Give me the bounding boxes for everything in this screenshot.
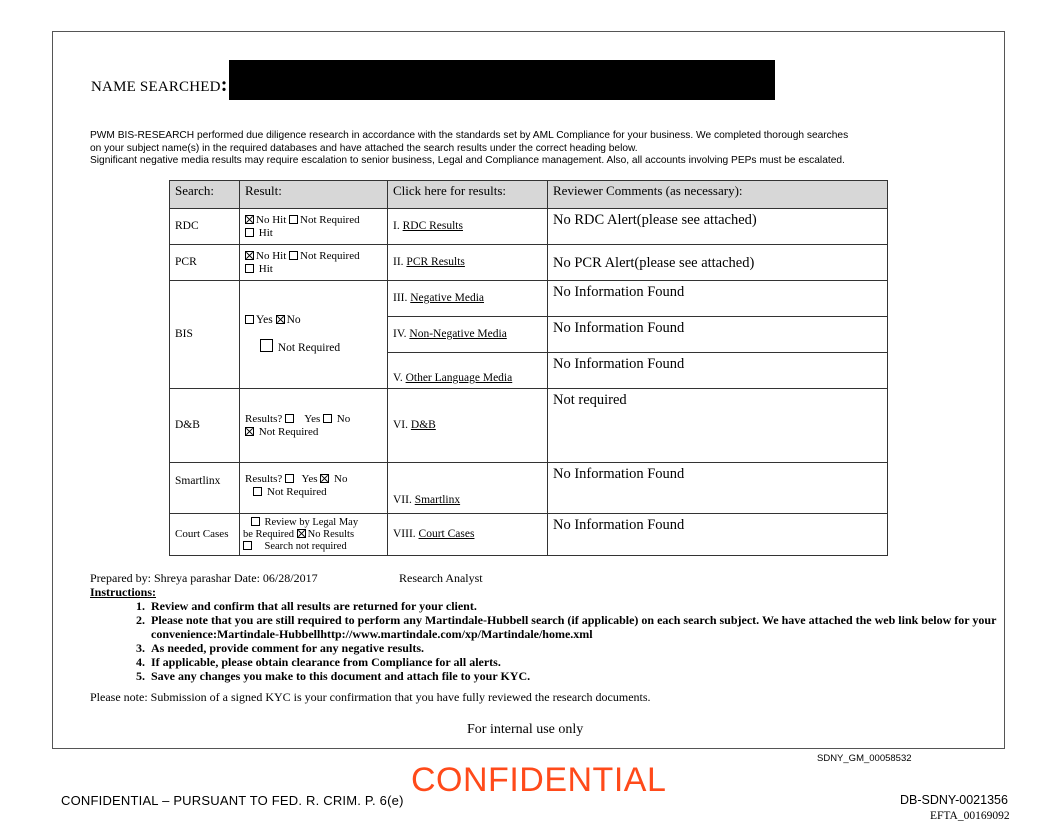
prepared-by: Prepared by: Shreya parashar Date: 06/28/2017 <box>90 571 318 585</box>
checkbox-not-required-checked[interactable] <box>245 427 254 436</box>
link-rdc-results[interactable]: RDC Results <box>402 220 463 232</box>
link-db[interactable]: D&B <box>410 419 436 431</box>
checkbox-hit[interactable] <box>245 228 254 237</box>
comment-non-negative-media: No Information Found <box>548 317 888 353</box>
checkbox-not-required[interactable] <box>289 251 298 260</box>
search-results-table <box>169 180 888 556</box>
header-result: Result: <box>240 181 388 209</box>
comment-smartlinx: No Information Found <box>548 463 888 514</box>
instructions-list <box>118 599 1018 683</box>
result-court-cases: Review by Legal May be Required No Results Search not required <box>240 514 388 556</box>
link-non-negative-media[interactable]: Non-Negative Media <box>409 328 507 340</box>
comment-other-language-media: No Information Found <box>548 353 888 389</box>
instructions-title: Instructions: <box>90 585 157 599</box>
checkbox-no-checked[interactable] <box>320 474 329 483</box>
list-item: 4. If applicable, please obtain clearance from Compliance for all alerts. <box>148 655 1018 669</box>
comment-rdc: No RDC Alert(please see attached) <box>548 209 888 245</box>
redaction-box <box>229 60 775 100</box>
checkbox-no-results-checked[interactable] <box>297 529 306 538</box>
link-court-cases[interactable]: Court Cases <box>418 528 475 540</box>
comment-pcr: No PCR Alert(please see attached) <box>548 245 888 281</box>
link-smartlinx[interactable]: Smartlinx <box>414 494 461 506</box>
checkbox-not-required[interactable] <box>260 339 273 352</box>
confidential-notice: CONFIDENTIAL – PURSUANT TO FED. R. CRIM. P. 6(e) <box>61 793 404 808</box>
link-cell-other-language-media: V. Other Language Media <box>388 353 548 389</box>
table-row-pcr <box>170 245 888 281</box>
table-row-smartlinx <box>170 463 888 514</box>
checkbox-yes[interactable] <box>245 315 254 324</box>
link-other-language-media[interactable]: Other Language Media <box>405 372 513 384</box>
result-rdc: No Hit Not Required Hit <box>240 209 388 245</box>
bates-number-db: DB-SDNY-0021356 <box>900 793 1008 807</box>
result-smartlinx: Results? Yes No Not Required <box>240 463 388 514</box>
intro-line: Significant negative media results may require escalation to senior business, Legal and Compliance management. Also, all accounts involving PEPs must be escalated. <box>90 155 845 167</box>
comment-court-cases: No Information Found <box>548 514 888 556</box>
analyst-title: Research Analyst <box>399 571 483 585</box>
header-search: Search: <box>170 181 240 209</box>
checkbox-yes[interactable] <box>285 414 294 423</box>
intro-line: on your subject name(s) in the required databases and have attached the search results under the correct heading below. <box>90 142 638 154</box>
checkbox-not-required[interactable] <box>253 487 262 496</box>
link-cell-db: VI. D&B <box>388 389 548 463</box>
internal-use-label: For internal use only <box>467 722 584 737</box>
list-item: 1. Review and confirm that all results are returned for your client. <box>148 599 1018 613</box>
link-cell-pcr: II. PCR Results <box>388 245 548 281</box>
link-cell-court-cases: VIII. Court Cases <box>388 514 548 556</box>
search-db: D&B <box>170 389 240 463</box>
checkbox-search-not-required[interactable] <box>243 541 252 550</box>
list-item: 5. Save any changes you make to this document and attach file to your KYC. <box>148 669 1018 683</box>
header-click-results: Click here for results: <box>388 181 548 209</box>
list-item: 2. Please note that you are still required to perform any Martindale-Hubbell search (if applicable) on each search subject. We have attached the web link below for your convenience:Martindale-Hubbellhttp://www.martindale.com/xp/Martindale/home.xml <box>148 613 1018 641</box>
header-reviewer-comments: Reviewer Comments (as necessary): <box>548 181 888 209</box>
link-cell-rdc: I. RDC Results <box>388 209 548 245</box>
confidential-stamp: CONFIDENTIAL <box>411 761 667 799</box>
link-cell-non-negative-media: IV. Non-Negative Media <box>388 317 548 353</box>
link-cell-smartlinx: VII. Smartlinx <box>388 463 548 514</box>
table-row-court-cases <box>170 514 888 556</box>
search-rdc: RDC <box>170 209 240 245</box>
name-searched-label: NAME SEARCHED: <box>91 74 228 96</box>
link-negative-media[interactable]: Negative Media <box>410 292 485 304</box>
search-bis: BIS <box>170 281 240 389</box>
comment-db: Not required <box>548 389 888 463</box>
search-court-cases: Court Cases <box>170 514 240 556</box>
checkbox-hit[interactable] <box>245 264 254 273</box>
checkbox-no-hit-checked[interactable] <box>245 251 254 260</box>
submission-note: Please note: Submission of a signed KYC is your confirmation that you have fully reviewed the research documents. <box>90 690 651 704</box>
bates-number-efta: EFTA_00169092 <box>930 810 1010 822</box>
checkbox-review-by-legal[interactable] <box>251 517 260 526</box>
search-smartlinx: Smartlinx <box>170 463 240 514</box>
checkbox-yes[interactable] <box>285 474 294 483</box>
result-db: Results? Yes No Not Required <box>240 389 388 463</box>
search-pcr: PCR <box>170 245 240 281</box>
checkbox-no-checked[interactable] <box>276 315 285 324</box>
result-pcr: No Hit Not Required Hit <box>240 245 388 281</box>
result-bis: Yes No Not Required <box>240 281 388 389</box>
comment-negative-media: No Information Found <box>548 281 888 317</box>
checkbox-not-required[interactable] <box>289 215 298 224</box>
table-row-rdc <box>170 209 888 245</box>
table-row-db <box>170 389 888 463</box>
intro-paragraph <box>90 130 990 168</box>
checkbox-no-hit-checked[interactable] <box>245 215 254 224</box>
checkbox-no[interactable] <box>323 414 332 423</box>
table-header-row <box>170 181 888 209</box>
link-pcr-results[interactable]: PCR Results <box>406 256 465 268</box>
list-item: 3. As needed, provide comment for any negative results. <box>148 641 1018 655</box>
intro-line: PWM BIS-RESEARCH performed due diligence research in accordance with the standards set by AML Compliance for your business. We completed thorough searches <box>90 130 849 141</box>
table-row-bis <box>170 281 888 317</box>
link-cell-negative-media: III. Negative Media <box>388 281 548 317</box>
bates-number-sdny: SDNY_GM_00058532 <box>817 753 912 764</box>
